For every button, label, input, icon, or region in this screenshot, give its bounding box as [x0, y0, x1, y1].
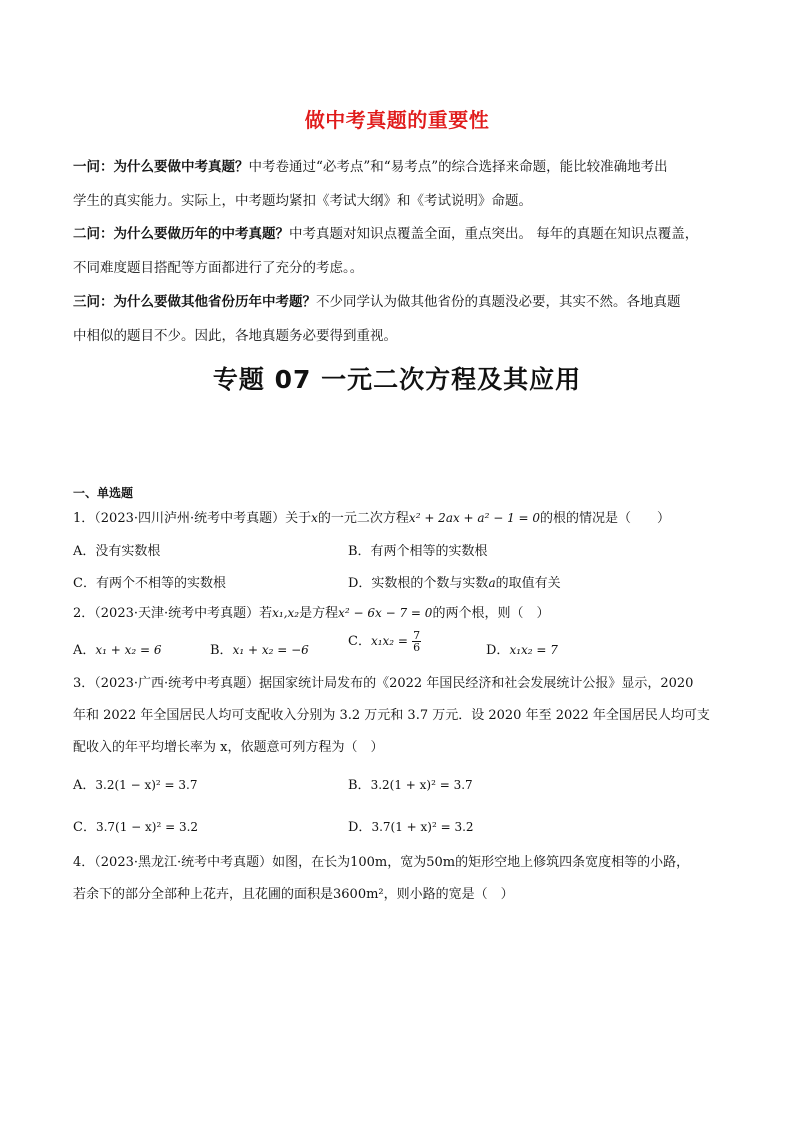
q1-option-a: A．没有实数根	[73, 544, 161, 559]
question-2-stem	[73, 603, 733, 624]
q1-stem-a: 1．（2023·四川泸州·统考中考真题）关于	[73, 511, 312, 526]
q2-text-b: 不同难度题目搭配等方面都进行了充分的考虑。。	[73, 260, 364, 276]
fraction-denominator: 6	[413, 641, 421, 654]
q2-option-b-letter: B．	[210, 643, 233, 658]
q3-option-b-letter: B．	[348, 778, 371, 793]
question-3-line-3: 配收入的年平均增长率为 x，依题意可列方程为（ ）	[73, 740, 384, 755]
q2-option-a-expr: x₁ + x₂ = 6	[95, 643, 162, 657]
q1-stem-c: 的根的情况是（ ）	[540, 511, 671, 526]
fraction-numerator: 7	[413, 629, 421, 642]
q1-label: 一问：为什么要做中考真题？	[73, 159, 249, 175]
intro-title: 做中考真题的重要性	[304, 108, 490, 132]
q2-option-b-expr: x₁ + x₂ = −6	[232, 643, 309, 657]
q1-option-b: B．有两个相等的实数根	[348, 544, 488, 559]
q2-option-a-letter: A．	[73, 643, 96, 658]
question-4-line-2: 若余下的部分全部种上花卉，且花圃的面积是3600m²，则小路的宽是（ ）	[73, 887, 514, 902]
q3-option-d	[348, 816, 474, 835]
q3-option-c-expr: 3.7(1 − x)² = 3.2	[95, 820, 199, 834]
q3-option-c-letter: C．	[73, 820, 96, 835]
q2-option-d-expr: x₁x₂ = 7	[509, 643, 558, 657]
q3-option-b-expr: 3.2(1 + x)² = 3.7	[370, 778, 473, 792]
q1-option-d-label: D．实数根的个数与实数	[348, 576, 489, 591]
question-3-line-1: 3．（2023·广西·统考中考真题）据国家统计局发布的《2022 年国民经济和社会发展统计公报》显示，2020	[73, 676, 694, 691]
main-title: 专题 07 一元二次方程及其应用	[212, 365, 582, 394]
q3-text-b: 中相似的题目不少。因此，各地真题务必要得到重视。	[73, 328, 397, 344]
intro-paragraph-1	[73, 150, 733, 218]
q2-stem-a: 2．（2023·天津·统考中考真题）若	[73, 606, 273, 621]
intro-paragraph-2	[73, 217, 733, 285]
q2-equation: x² − 6x − 7 = 0	[338, 606, 433, 620]
q1-text-a: 中考卷通过“必考点”和“易考点”的综合选择来命题，能比较准确地考出	[248, 159, 668, 175]
question-4-line-1: 4．（2023·黑龙江·统考中考真题）如图，在长为100m，宽为50m的矩形空地上修筑四条宽度相等的小路，	[73, 855, 690, 870]
q2-option-c-fraction	[412, 630, 421, 653]
q2-option-a	[73, 639, 162, 658]
q1-text-b: 学生的真实能力。实际上，中考题均紧扣《考试大纲》和《考试说明》命题。	[73, 193, 532, 209]
q2-option-b	[210, 639, 309, 658]
q1-option-c: C．有两个不相等的实数根	[73, 576, 226, 591]
intro-paragraph-3	[73, 285, 733, 353]
q2-option-c	[348, 630, 421, 653]
q2-stem-c: 的两个根，则（ ）	[432, 606, 550, 621]
section-heading: 一、单选题	[73, 486, 134, 500]
q3-label: 三问：为什么要做其他省份历年中考题？	[73, 294, 316, 310]
q3-option-a	[73, 774, 198, 793]
q3-option-b	[348, 774, 473, 793]
q1-option-d-tail: 的取值有关	[495, 576, 561, 591]
q2-option-d	[486, 639, 558, 658]
q3-option-d-letter: D．	[348, 820, 372, 835]
q2-option-d-letter: D．	[486, 643, 510, 658]
q3-option-c	[73, 816, 198, 835]
q2-text-a: 中考真题对知识点覆盖全面，重点突出。 每年的真题在知识点覆盖，	[289, 226, 699, 242]
q3-text-a: 不少同学认为做其他省份的真题没必要，其实不然。各地真题	[316, 294, 681, 310]
q2-stem-b: 是方程	[299, 606, 339, 621]
question-1-stem	[73, 508, 733, 529]
q1-option-d-var: a	[488, 576, 496, 590]
q2-option-c-expr: x₁x₂ =	[370, 634, 408, 648]
q3-option-a-expr: 3.2(1 − x)² = 3.7	[95, 778, 198, 792]
q1-stem-b: 的一元二次方程	[317, 511, 409, 526]
q2-option-c-letter: C．	[348, 634, 371, 649]
q2-var: x₁,x₂	[272, 606, 300, 620]
q1-var: x	[311, 511, 318, 525]
q1-option-d	[348, 572, 561, 591]
q2-label: 二问：为什么要做历年的中考真题？	[73, 226, 289, 242]
question-3-line-2: 年和 2022 年全国居民人均可支配收入分别为 3.2 万元和 3.7 万元．设 2020 年至 2022 年全国居民人均可支	[73, 708, 710, 723]
q1-equation: x² + 2ax + a² − 1 = 0	[408, 511, 541, 525]
q3-option-d-expr: 3.7(1 + x)² = 3.2	[371, 820, 474, 834]
q3-option-a-letter: A．	[73, 778, 96, 793]
